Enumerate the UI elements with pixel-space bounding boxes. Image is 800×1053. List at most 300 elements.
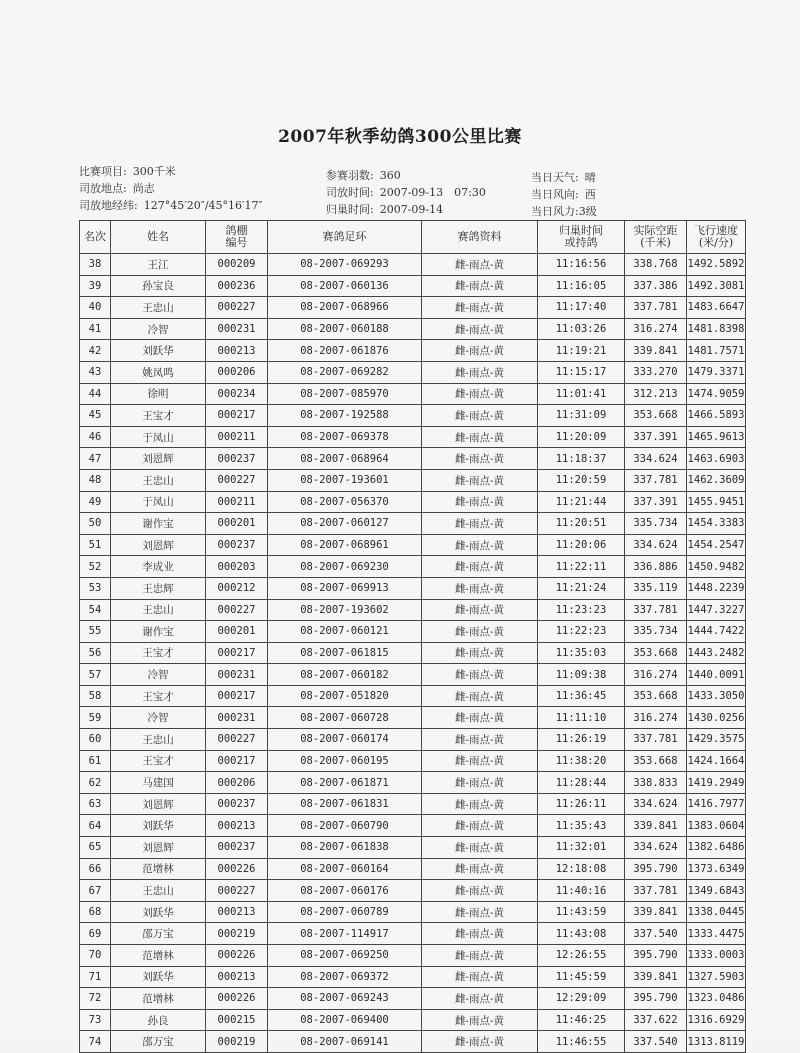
cell-name: 王宝才 (111, 642, 206, 664)
cell-name: 刘跃华 (111, 815, 206, 837)
cell-rank: 73 (80, 1009, 111, 1031)
release-time-item (326, 184, 486, 200)
cell-info: 雌-雨点-黄 (422, 318, 538, 340)
cell-rank: 45 (80, 405, 111, 427)
cell-name: 冷智 (111, 664, 206, 686)
cell-name: 王忠山 (111, 297, 206, 319)
table-row (80, 750, 746, 772)
cell-time: 11:43:08 (538, 923, 625, 945)
cell-rank: 64 (80, 815, 111, 837)
cell-loft: 000227 (206, 729, 268, 751)
cell-name: 范增林 (111, 858, 206, 880)
table-row (80, 361, 746, 383)
cell-rank: 70 (80, 945, 111, 967)
table-row (80, 966, 746, 988)
cell-info: 雌-雨点-黄 (422, 340, 538, 362)
table-row (80, 340, 746, 362)
cell-rank: 43 (80, 361, 111, 383)
cell-ring: 08-2007-061876 (268, 340, 422, 362)
table-row (80, 815, 746, 837)
cell-ring: 08-2007-069400 (268, 1009, 422, 1031)
cell-ring: 08-2007-069378 (268, 426, 422, 448)
table-row (80, 707, 746, 729)
wind-direction-value: 西 (584, 188, 596, 201)
cell-ring: 08-2007-060127 (268, 513, 422, 535)
cell-name: 刘跃华 (111, 966, 206, 988)
cell-info: 雌-雨点-黄 (422, 642, 538, 664)
cell-speed: 1454.2547 (687, 534, 746, 556)
table-row (80, 318, 746, 340)
cell-info: 雌-雨点-黄 (422, 729, 538, 751)
cell-speed: 1416.7977 (687, 793, 746, 815)
cell-loft: 000213 (206, 815, 268, 837)
cell-rank: 60 (80, 729, 111, 751)
cell-time: 11:18:37 (538, 448, 625, 470)
table-row (80, 297, 746, 319)
cell-name: 范增林 (111, 945, 206, 967)
cell-info: 雌-雨点-黄 (422, 599, 538, 621)
cell-distance: 337.781 (625, 469, 687, 491)
cell-rank: 65 (80, 837, 111, 859)
cell-ring: 08-2007-060182 (268, 664, 422, 686)
cell-time: 11:17:40 (538, 297, 625, 319)
cell-distance: 316.274 (625, 664, 687, 686)
release-time-label: 司放时间: (326, 186, 374, 199)
cell-loft: 000201 (206, 513, 268, 535)
cell-speed: 1481.8398 (687, 318, 746, 340)
table-row (80, 945, 746, 967)
cell-speed: 1466.5893 (687, 405, 746, 427)
cell-speed: 1419.2949 (687, 772, 746, 794)
cell-speed: 1448.2239 (687, 577, 746, 599)
cell-name: 王忠山 (111, 599, 206, 621)
event-label: 比赛项目: (79, 165, 127, 178)
cell-info: 雌-雨点-黄 (422, 793, 538, 815)
wind-force-label: 当日风力: (531, 205, 579, 218)
cell-distance: 312.213 (625, 383, 687, 405)
cell-rank: 46 (80, 426, 111, 448)
cell-time: 11:01:41 (538, 383, 625, 405)
coords-value: 127°45′20″/45°16′17″ (143, 199, 263, 212)
table-row (80, 685, 746, 707)
cell-name: 王宝才 (111, 750, 206, 772)
cell-time: 11:21:44 (538, 491, 625, 513)
cell-distance: 339.841 (625, 815, 687, 837)
cell-name: 李成业 (111, 556, 206, 578)
cell-rank: 72 (80, 988, 111, 1010)
cell-speed: 1382.6486 (687, 837, 746, 859)
cell-name: 邵万宝 (111, 1031, 206, 1053)
cell-rank: 48 (80, 469, 111, 491)
cell-loft: 000226 (206, 945, 268, 967)
cell-loft: 000217 (206, 642, 268, 664)
cell-ring: 08-2007-068966 (268, 297, 422, 319)
cell-loft: 000213 (206, 966, 268, 988)
table-row (80, 491, 746, 513)
table-row (80, 880, 746, 902)
cell-distance: 334.624 (625, 448, 687, 470)
cell-ring: 08-2007-060176 (268, 880, 422, 902)
cell-ring: 08-2007-069282 (268, 361, 422, 383)
cell-info: 雌-雨点-黄 (422, 297, 538, 319)
cell-speed: 1465.9613 (687, 426, 746, 448)
cell-name: 谢作宝 (111, 513, 206, 535)
cell-loft: 000219 (206, 923, 268, 945)
wind-direction-item (531, 186, 596, 202)
cell-loft: 000226 (206, 858, 268, 880)
cell-ring: 08-2007-056370 (268, 491, 422, 513)
cell-rank: 57 (80, 664, 111, 686)
cell-loft: 000219 (206, 1031, 268, 1053)
cell-speed: 1323.0486 (687, 988, 746, 1010)
cell-time: 11:16:56 (538, 254, 625, 276)
cell-loft: 000234 (206, 383, 268, 405)
cell-rank: 56 (80, 642, 111, 664)
cell-rank: 55 (80, 621, 111, 643)
cell-time: 11:46:25 (538, 1009, 625, 1031)
cell-name: 刘恩辉 (111, 793, 206, 815)
cell-info: 雌-雨点-黄 (422, 664, 538, 686)
cell-speed: 1463.6903 (687, 448, 746, 470)
table-row (80, 858, 746, 880)
cell-loft: 000231 (206, 707, 268, 729)
cell-distance: 395.790 (625, 858, 687, 880)
col-time-header: 归巢时间 或持鸽 (538, 221, 625, 254)
cell-speed: 1479.3371 (687, 361, 746, 383)
table-row (80, 642, 746, 664)
cell-name: 刘跃华 (111, 340, 206, 362)
table-row (80, 426, 746, 448)
cell-speed: 1450.9482 (687, 556, 746, 578)
cell-loft: 000211 (206, 491, 268, 513)
table-row (80, 599, 746, 621)
release-place-label: 司放地点: (79, 182, 127, 195)
table-row (80, 1031, 746, 1053)
table-row (80, 275, 746, 297)
cell-info: 雌-雨点-黄 (422, 361, 538, 383)
table-row (80, 383, 746, 405)
col-loft-header: 鸽棚 编号 (206, 221, 268, 254)
cell-loft: 000203 (206, 556, 268, 578)
table-row (80, 513, 746, 535)
cell-name: 刘恩辉 (111, 448, 206, 470)
col-info-header: 赛鸽资料 (422, 221, 538, 254)
cell-time: 11:46:55 (538, 1031, 625, 1053)
cell-info: 雌-雨点-黄 (422, 534, 538, 556)
cell-ring: 08-2007-061838 (268, 837, 422, 859)
cell-speed: 1481.7571 (687, 340, 746, 362)
cell-speed: 1447.3227 (687, 599, 746, 621)
table-row (80, 556, 746, 578)
table-row (80, 621, 746, 643)
cell-distance: 338.833 (625, 772, 687, 794)
table-row (80, 254, 746, 276)
cell-name: 刘恩辉 (111, 534, 206, 556)
cell-rank: 38 (80, 254, 111, 276)
table-row (80, 534, 746, 556)
return-time-item (326, 201, 443, 217)
wind-force-item (531, 203, 597, 219)
cell-distance: 337.391 (625, 491, 687, 513)
table-row (80, 405, 746, 427)
table-row (80, 901, 746, 923)
cell-speed: 1454.3383 (687, 513, 746, 535)
cell-name: 孙宝良 (111, 275, 206, 297)
cell-ring: 08-2007-060136 (268, 275, 422, 297)
cell-name: 于凤山 (111, 426, 206, 448)
cell-time: 11:09:38 (538, 664, 625, 686)
cell-ring: 08-2007-068964 (268, 448, 422, 470)
cell-rank: 62 (80, 772, 111, 794)
cell-rank: 44 (80, 383, 111, 405)
cell-distance: 335.734 (625, 513, 687, 535)
cell-time: 11:36:45 (538, 685, 625, 707)
cell-time: 11:20:59 (538, 469, 625, 491)
cell-distance: 353.668 (625, 750, 687, 772)
table-row (80, 729, 746, 751)
cell-speed: 1462.3609 (687, 469, 746, 491)
cell-distance: 337.391 (625, 426, 687, 448)
cell-loft: 000227 (206, 880, 268, 902)
cell-loft: 000212 (206, 577, 268, 599)
cell-time: 12:29:09 (538, 988, 625, 1010)
cell-distance: 334.624 (625, 793, 687, 815)
cell-ring: 08-2007-085970 (268, 383, 422, 405)
cell-loft: 000227 (206, 297, 268, 319)
cell-ring: 08-2007-061871 (268, 772, 422, 794)
cell-distance: 339.841 (625, 901, 687, 923)
col-rank-header: 名次 (80, 221, 111, 254)
cell-rank: 59 (80, 707, 111, 729)
cell-time: 11:35:43 (538, 815, 625, 837)
cell-info: 雌-雨点-黄 (422, 469, 538, 491)
table-row (80, 772, 746, 794)
cell-loft: 000237 (206, 448, 268, 470)
entries-label: 参赛羽数: (326, 169, 374, 182)
cell-name: 邵万宝 (111, 923, 206, 945)
cell-ring: 08-2007-060164 (268, 858, 422, 880)
table-row (80, 988, 746, 1010)
cell-time: 11:31:09 (538, 405, 625, 427)
cell-loft: 000206 (206, 772, 268, 794)
cell-ring: 08-2007-069141 (268, 1031, 422, 1053)
cell-distance: 353.668 (625, 685, 687, 707)
cell-info: 雌-雨点-黄 (422, 858, 538, 880)
cell-ring: 08-2007-060790 (268, 815, 422, 837)
cell-time: 11:20:51 (538, 513, 625, 535)
cell-distance: 334.624 (625, 837, 687, 859)
cell-rank: 39 (80, 275, 111, 297)
cell-loft: 000213 (206, 901, 268, 923)
cell-distance: 395.790 (625, 945, 687, 967)
cell-time: 11:40:16 (538, 880, 625, 902)
cell-time: 11:22:23 (538, 621, 625, 643)
cell-time: 11:15:17 (538, 361, 625, 383)
cell-time: 11:45:59 (538, 966, 625, 988)
cell-speed: 1483.6647 (687, 297, 746, 319)
cell-rank: 74 (80, 1031, 111, 1053)
cell-distance: 335.119 (625, 577, 687, 599)
cell-name: 王江 (111, 254, 206, 276)
cell-speed: 1338.0445 (687, 901, 746, 923)
cell-speed: 1333.4475 (687, 923, 746, 945)
cell-speed: 1455.9451 (687, 491, 746, 513)
cell-info: 雌-雨点-黄 (422, 772, 538, 794)
cell-distance: 337.540 (625, 923, 687, 945)
cell-speed: 1383.0604 (687, 815, 746, 837)
return-time-value: 2007-09-14 (379, 203, 444, 216)
cell-name: 姚凤鸣 (111, 361, 206, 383)
cell-loft: 000206 (206, 361, 268, 383)
table-row (80, 577, 746, 599)
cell-speed: 1316.6929 (687, 1009, 746, 1031)
release-place-item (79, 180, 155, 196)
cell-rank: 50 (80, 513, 111, 535)
cell-info: 雌-雨点-黄 (422, 621, 538, 643)
cell-ring: 08-2007-061831 (268, 793, 422, 815)
cell-name: 刘跃华 (111, 901, 206, 923)
cell-ring: 08-2007-069293 (268, 254, 422, 276)
cell-loft: 000231 (206, 318, 268, 340)
cell-time: 12:18:08 (538, 858, 625, 880)
wind-direction-label: 当日风向: (531, 188, 579, 201)
cell-speed: 1443.2482 (687, 642, 746, 664)
cell-name: 徐明 (111, 383, 206, 405)
cell-ring: 08-2007-060174 (268, 729, 422, 751)
cell-loft: 000237 (206, 534, 268, 556)
cell-distance: 337.781 (625, 729, 687, 751)
return-time-label: 归巢时间: (326, 203, 374, 216)
cell-distance: 395.790 (625, 988, 687, 1010)
cell-loft: 000217 (206, 405, 268, 427)
cell-speed: 1433.3050 (687, 685, 746, 707)
entries-item (326, 167, 401, 183)
cell-distance: 337.540 (625, 1031, 687, 1053)
cell-ring: 08-2007-061815 (268, 642, 422, 664)
cell-info: 雌-雨点-黄 (422, 577, 538, 599)
cell-info: 雌-雨点-黄 (422, 405, 538, 427)
cell-rank: 58 (80, 685, 111, 707)
cell-loft: 000217 (206, 685, 268, 707)
cell-distance: 335.734 (625, 621, 687, 643)
cell-rank: 51 (80, 534, 111, 556)
cell-loft: 000236 (206, 275, 268, 297)
cell-speed: 1492.3081 (687, 275, 746, 297)
cell-speed: 1349.6843 (687, 880, 746, 902)
cell-distance: 353.668 (625, 405, 687, 427)
cell-info: 雌-雨点-黄 (422, 945, 538, 967)
cell-name: 王宝才 (111, 685, 206, 707)
cell-info: 雌-雨点-黄 (422, 383, 538, 405)
cell-time: 11:23:23 (538, 599, 625, 621)
cell-rank: 66 (80, 858, 111, 880)
entries-value: 360 (379, 169, 401, 182)
cell-distance: 339.841 (625, 340, 687, 362)
cell-info: 雌-雨点-黄 (422, 880, 538, 902)
weather-item (531, 169, 596, 185)
cell-rank: 47 (80, 448, 111, 470)
cell-speed: 1313.8119 (687, 1031, 746, 1053)
cell-name: 范增林 (111, 988, 206, 1010)
cell-ring: 08-2007-060121 (268, 621, 422, 643)
cell-distance: 339.841 (625, 966, 687, 988)
table-row (80, 1009, 746, 1031)
table-row (80, 664, 746, 686)
cell-loft: 000209 (206, 254, 268, 276)
cell-speed: 1444.7422 (687, 621, 746, 643)
cell-name: 王忠山 (111, 880, 206, 902)
event-item (79, 163, 176, 179)
cell-name: 王宝才 (111, 405, 206, 427)
cell-info: 雌-雨点-黄 (422, 1009, 538, 1031)
cell-time: 11:03:26 (538, 318, 625, 340)
cell-rank: 71 (80, 966, 111, 988)
table-row (80, 448, 746, 470)
cell-time: 11:32:01 (538, 837, 625, 859)
results-table (79, 220, 746, 1053)
cell-info: 雌-雨点-黄 (422, 923, 538, 945)
cell-time: 12:26:55 (538, 945, 625, 967)
table-row (80, 469, 746, 491)
cell-ring: 08-2007-193601 (268, 469, 422, 491)
cell-rank: 53 (80, 577, 111, 599)
cell-time: 11:19:21 (538, 340, 625, 362)
cell-info: 雌-雨点-黄 (422, 988, 538, 1010)
cell-distance: 337.781 (625, 880, 687, 902)
cell-time: 11:16:05 (538, 275, 625, 297)
cell-loft: 000226 (206, 988, 268, 1010)
cell-loft: 000215 (206, 1009, 268, 1031)
cell-name: 于凤山 (111, 491, 206, 513)
cell-info: 雌-雨点-黄 (422, 815, 538, 837)
cell-info: 雌-雨点-黄 (422, 556, 538, 578)
cell-loft: 000213 (206, 340, 268, 362)
cell-speed: 1492.5892 (687, 254, 746, 276)
cell-name: 王忠辉 (111, 577, 206, 599)
cell-loft: 000227 (206, 469, 268, 491)
document-title: 2007年秋季幼鸽300公里比赛 (278, 127, 522, 147)
release-place-value: 尚志 (132, 182, 155, 195)
cell-rank: 63 (80, 793, 111, 815)
cell-info: 雌-雨点-黄 (422, 426, 538, 448)
cell-time: 11:20:09 (538, 426, 625, 448)
cell-ring: 08-2007-060789 (268, 901, 422, 923)
cell-speed: 1474.9059 (687, 383, 746, 405)
table-row (80, 793, 746, 815)
cell-info: 雌-雨点-黄 (422, 685, 538, 707)
cell-name: 刘恩辉 (111, 837, 206, 859)
cell-rank: 67 (80, 880, 111, 902)
cell-name: 谢作宝 (111, 621, 206, 643)
cell-rank: 69 (80, 923, 111, 945)
cell-info: 雌-雨点-黄 (422, 837, 538, 859)
col-distance-header: 实际空距 (千米) (625, 221, 687, 254)
cell-distance: 338.768 (625, 254, 687, 276)
table-row (80, 923, 746, 945)
cell-distance: 337.781 (625, 297, 687, 319)
cell-name: 冷智 (111, 318, 206, 340)
cell-speed: 1424.1664 (687, 750, 746, 772)
cell-time: 11:26:11 (538, 793, 625, 815)
cell-rank: 68 (80, 901, 111, 923)
cell-speed: 1440.0091 (687, 664, 746, 686)
weather-label: 当日天气: (531, 171, 579, 184)
cell-name: 孙良 (111, 1009, 206, 1031)
cell-ring: 08-2007-060188 (268, 318, 422, 340)
cell-distance: 336.886 (625, 556, 687, 578)
cell-loft: 000217 (206, 750, 268, 772)
cell-info: 雌-雨点-黄 (422, 254, 538, 276)
